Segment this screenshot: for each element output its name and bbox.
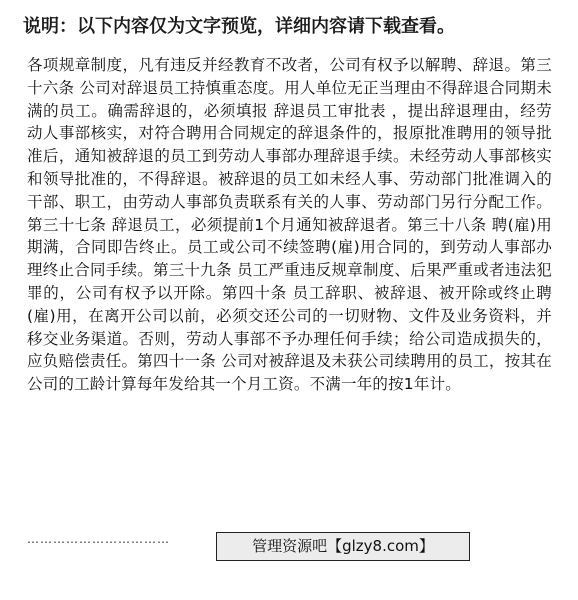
source-watermark-box: 管理资源吧【glzy8.com】 bbox=[216, 532, 470, 561]
document-body-text: 各项规章制度，凡有违反并经教育不改者，公司有权予以解聘、辞退。第三十六条 公司对辞退员工持慎重态度。用人单位无正当理由不得辞退合同期未满的员工。确需辞退的，必须填报 辞退员工审批表 ，提出辞退理由，经劳动人事部核实，对符合聘用合同规定的辞退条件的，报原批准聘用的领导批准后，通知被辞退的员工到劳动人事部办理辞退手续。未经劳动人事部核实和领导批准的，不得辞退。被辞退的员工如未经人事、劳动部门批准调入的干部、职工，由劳动人事部负责联系有关的人事、劳动部门另行分配工作。第三十七条 辞退员工，必须提前1个月通知被辞退者。第三十八条 聘(雇)用期满，合同即告终止。员工或公司不续签聘(雇)用合同的，到劳动人事部办理终止合同手续。第三十九条 员工严重违反规章制度、后果严重或者违法犯罪的，公司有权予以开除。第四十条 员工辞职、被辞退、被开除或终止聘(雇)用，在离开公司以前，必须交还公司的一切财物、文件及业务资料，并移交业务渠道。否则，劳动人事部不予办理任何手续；给公司造成损失的，应负赔偿责任。第四十一条 公司对被辞退及未获公司续聘用的员工，按其在公司的工龄计算每年发给其一个月工资。不满一年的按1年计。 bbox=[27, 56, 552, 394]
dotted-leader: …………………………… bbox=[27, 532, 170, 546]
preview-notice: 说明：以下内容仅为文字预览，详细内容请下载查看。 bbox=[23, 16, 455, 37]
